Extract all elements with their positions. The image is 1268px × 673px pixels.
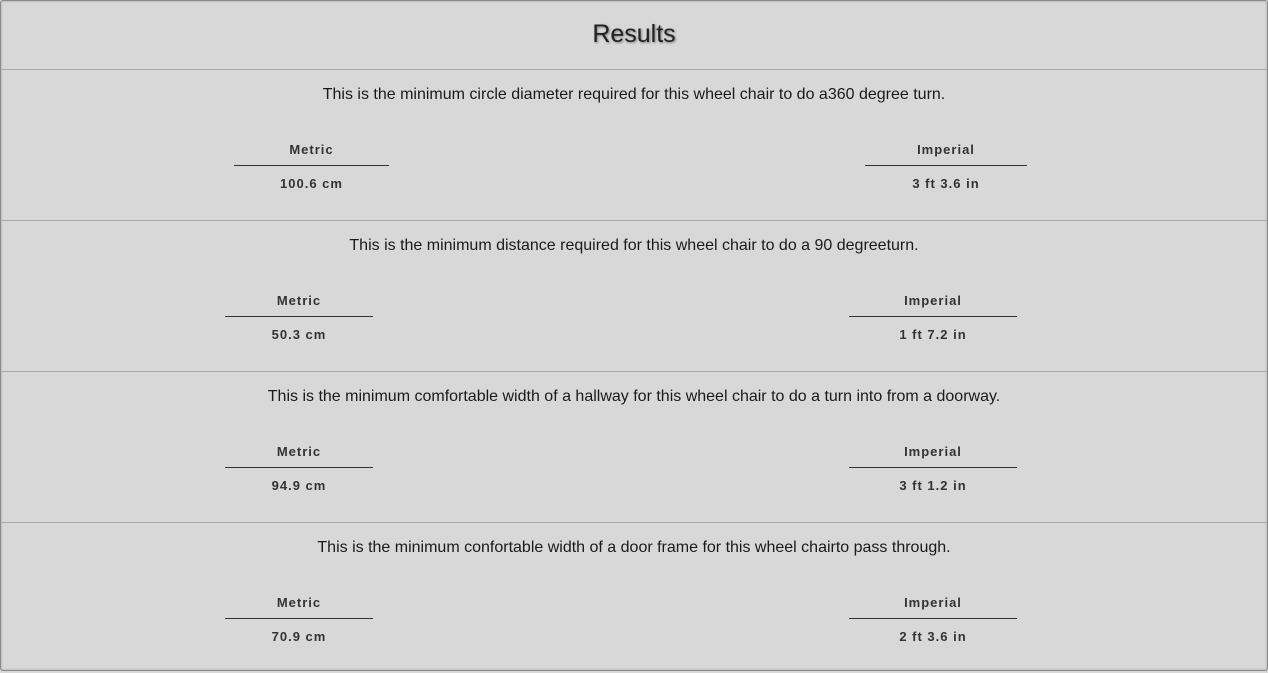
metric-label: Metric xyxy=(225,595,373,619)
metric-value: 100.6 cm xyxy=(280,176,343,191)
metric-column xyxy=(225,595,373,644)
metric-label: Metric xyxy=(225,293,373,317)
result-description: This is the minimum confortable width of a door frame for this wheel chairto pass through. xyxy=(317,539,951,556)
result-section-90-turn xyxy=(1,221,1267,372)
imperial-label: Imperial xyxy=(849,595,1017,619)
imperial-label: Imperial xyxy=(865,142,1027,166)
metric-value: 50.3 cm xyxy=(271,327,327,342)
imperial-column xyxy=(865,142,1027,191)
imperial-value: 1 ft 7.2 in xyxy=(899,327,967,342)
imperial-label: Imperial xyxy=(849,293,1017,317)
imperial-value: 2 ft 3.6 in xyxy=(899,629,967,644)
metric-label: Metric xyxy=(225,444,373,468)
imperial-column xyxy=(849,595,1017,644)
imperial-value: 3 ft 3.6 in xyxy=(912,176,980,191)
metric-label: Metric xyxy=(234,142,389,166)
imperial-column xyxy=(849,444,1017,493)
metric-column xyxy=(234,142,389,191)
metric-column xyxy=(225,293,373,342)
results-header xyxy=(1,1,1267,70)
imperial-value: 3 ft 1.2 in xyxy=(899,478,967,493)
page-title: Results xyxy=(592,20,676,48)
imperial-label: Imperial xyxy=(849,444,1017,468)
result-description: This is the minimum distance required for this wheel chair to do a 90 degreeturn. xyxy=(349,237,919,254)
result-section-turn-circle xyxy=(1,70,1267,221)
metric-column xyxy=(225,444,373,493)
metric-value: 94.9 cm xyxy=(271,478,327,493)
result-section-hallway-width xyxy=(1,372,1267,523)
imperial-column xyxy=(849,293,1017,342)
result-section-door-frame-width xyxy=(1,523,1267,673)
metric-value: 70.9 cm xyxy=(271,629,327,644)
result-description: This is the minimum comfortable width of a hallway for this wheel chair to do a turn into from a doorway. xyxy=(267,388,1001,405)
result-description: This is the minimum circle diameter required for this wheel chair to do a360 degree turn. xyxy=(322,86,946,103)
